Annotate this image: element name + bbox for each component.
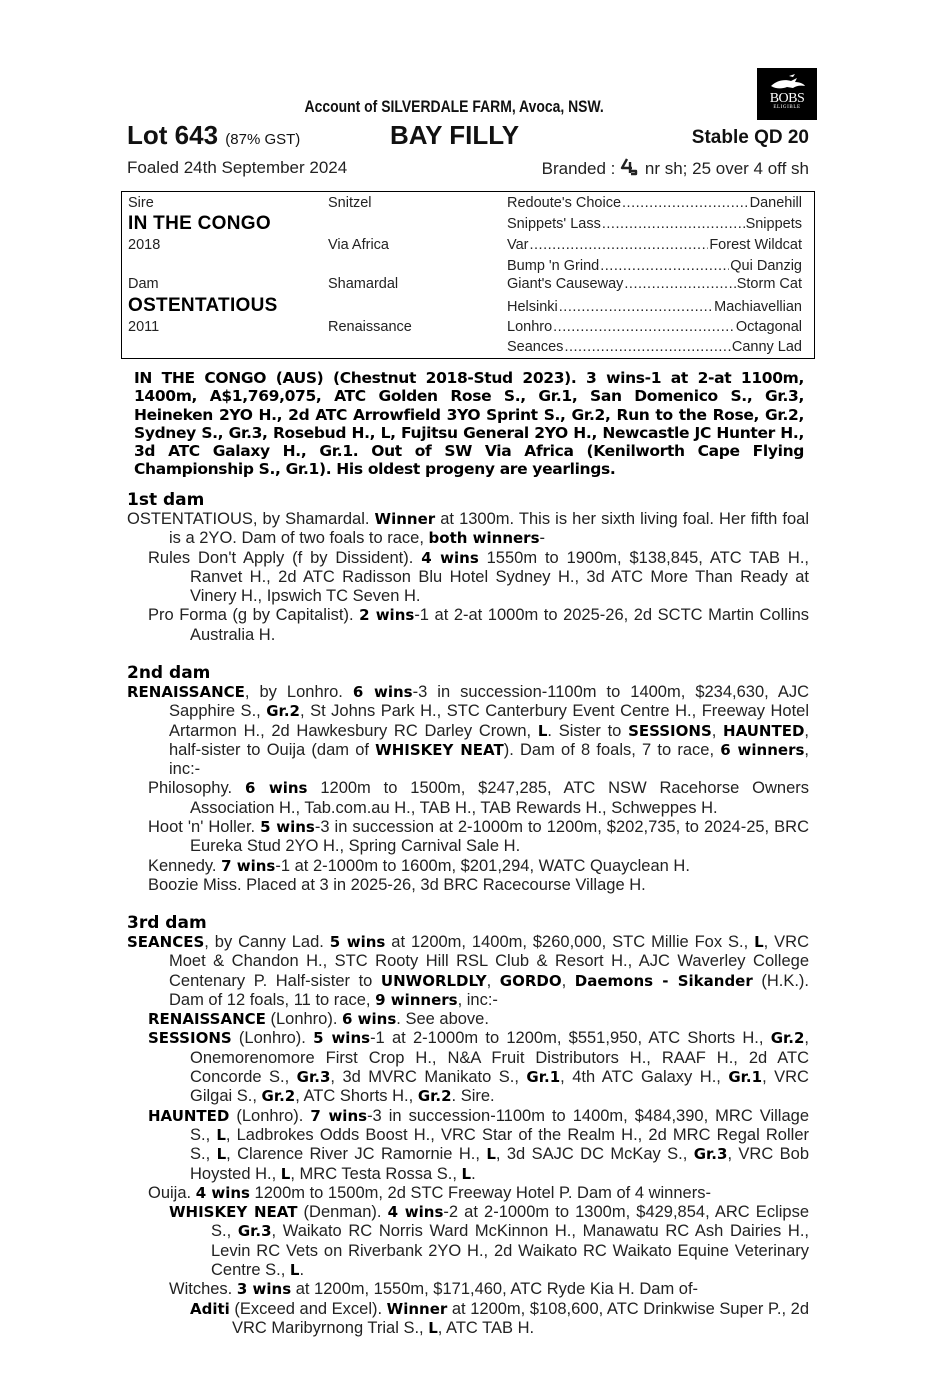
pedigree-entry: SEANCES, by Canny Lad. 5 wins at 1200m, 1400m, $260,000, STC Millie Fox S., L, VRC Moet & Chandon H., STC Rooty Hill RSL Club & Resort H., AJC Waverley College Centenary P. Half-sister to UNWORLDLY, GORDO, Daemons - Sikander (H.K.). Dam of 12 foals, 11 to race, 9 winners, inc:- <box>127 933 810 1009</box>
third-gen-right: Storm Cat <box>736 276 802 292</box>
brand-mark-icon <box>620 158 640 176</box>
pedigree-entry: Pro Forma (g by Capitalist). 2 wins-1 at 2-at 1000m to 2025-26, 2d SCTC Martin Collins Australia H. <box>148 606 809 644</box>
pedigree-entry: SESSIONS (Lonhro). 5 wins-1 at 2-1000m to 1200m, $551,950, ATC Shorts H., Gr.2, Onemorenomore First Crop H., N&A Fruit Distributors H., RAAF H., 2d ATC Concorde S., Gr.3, 3d MVRC Manikato S., Gr.1, 4th ATC Galaxy H., Gr.1, VRC Gilgai S., Gr.2, ATC Shorts H., Gr.2. Sire. <box>148 1029 809 1106</box>
foaled-date: Foaled 24th September 2024 <box>127 158 348 177</box>
third-gen-left: Giant's Causeway <box>507 276 624 292</box>
second-dam-section <box>127 664 809 895</box>
third-gen-left: Helsinki <box>507 299 558 315</box>
horse-logo-icon <box>767 74 807 92</box>
third-gen-row <box>507 299 802 315</box>
pedigree-entry: HAUNTED (Lonhro). 7 wins-3 in succession-1100m to 1400m, $484,390, MRC Village S., L, Ladbrokes Odds Boost H., VRC Star of the Realm H., 2d MRC Regal Roller S., L, Clarence River JC Ramornie H., L, 3d SAJC DC McKay S., Gr.3, VRC Bob Hoysted H., L, MRC Testa Rossa S., L. <box>148 1106 810 1183</box>
logo-line2: ELIGIBLE <box>773 105 801 110</box>
pedigree-entry: Boozie Miss. Placed at 3 in 2025-26, 3d BRC Racecourse Village H. <box>148 875 646 894</box>
third-gen-left: Bump 'n Grind <box>507 258 600 274</box>
pedigree-table <box>121 191 815 359</box>
section-title: 2nd dam <box>127 663 211 683</box>
branded-text: nr sh; 25 over 4 off sh <box>644 159 809 178</box>
stable-location: Stable QD 20 <box>691 127 809 148</box>
gst-note: (87% GST) <box>225 131 301 148</box>
dam-sire: Shamardal <box>328 276 399 292</box>
sire-summary: IN THE CONGO (AUS) (Chestnut 2018-Stud 2023). 3 wins-1 at 2-at 1100m, 1400m, A$1,769,075, ATC Golden Rose S., Gr.1, San Domenico S., Gr.3, Heineken 2YO H., 2d ATC Arrowfield 3YO Sprint S., Gr.2, Run to the Rose, Gr.2, Sydney S., Gr.3, Rosebud H., L, Fujitsu General 2YO H., Newcastle JC Hunter H., 3d ATC Galaxy H., Gr.1. Out of SW Via Africa (Kenilworth Cape Flying Championship S., Gr.1). His oldest progeny are yearlings. <box>134 369 804 479</box>
pedigree-entry: Rules Don't Apply (f by Dissident). 4 wins 1550m to 1900m, $138,845, ATC TAB H., Ranvet H., 2d ATC Radisson Blu Hotel Sydney H., 3d ATC More Than Ready at Vinery H., Ipswich TC Seven H. <box>148 548 809 606</box>
third-gen-row <box>507 339 802 355</box>
dam-entries <box>127 683 809 895</box>
pedigree-entry: Aditi (Exceed and Excel). Winner at 1200m, $108,600, ATC Drinkwise Super P., 2d VRC Maribyrnong Trial S., L, ATC TAB H. <box>190 1299 809 1337</box>
third-gen-right: Danehill <box>749 195 802 211</box>
sire-sire: Snitzel <box>328 195 372 211</box>
dam-label: Dam <box>128 276 159 292</box>
section-title: 1st dam <box>127 490 205 510</box>
third-gen-left: Seances <box>507 339 564 355</box>
lot-header <box>127 120 809 152</box>
lot-label: Lot 643 <box>127 120 219 150</box>
third-gen-right: Forest Wildcat <box>709 237 802 253</box>
dam-dam: Renaissance <box>328 319 412 335</box>
third-gen-left: Redoute's Choice <box>507 195 622 211</box>
dam-year: 2011 <box>128 319 160 335</box>
sire-name: IN THE CONGO <box>128 213 271 234</box>
pedigree-entry: WHISKEY NEAT (Denman). 4 wins-2 at 2-1000m to 1300m, $429,854, ARC Eclipse S., Gr.3, Waikato RC Norris Ward McKinnon H., Manawatu RC Ash Dairies H., Levin RC Vets on Riverbank 2YO H., 2d Waikato RC Waikato Equine Veterinary Centre S., L. <box>169 1203 809 1280</box>
sex-colour: BAY FILLY <box>390 120 520 150</box>
third-gen-row <box>507 216 802 232</box>
third-gen-right: Octagonal <box>735 319 802 335</box>
dam-entries <box>127 510 809 645</box>
pedigree-entry: Witches. 3 wins at 1200m, 1550m, $171,460, ATC Ryde Kia H. Dam of- <box>169 1280 699 1299</box>
third-gen-row <box>507 237 802 253</box>
dam-entries <box>127 933 809 1338</box>
third-gen-row <box>507 276 802 292</box>
third-gen-left: Var <box>507 237 529 253</box>
third-dam-section <box>127 914 809 1338</box>
third-gen-row <box>507 195 802 211</box>
branded-label: Branded : <box>541 159 616 178</box>
pedigree-entry: Hoot 'n' Holler. 5 wins-3 in succession at 2-1000m to 1200m, $202,735, to 2024-25, BRC Eureka Stud 2YO H., Spring Carnival Sale H. <box>148 818 809 856</box>
brand-info <box>542 158 809 179</box>
third-gen-right: Qui Danzig <box>730 258 802 274</box>
pedigree-entry: RENAISSANCE, by Lonhro. 6 wins-3 in succession-1100m to 1400m, $234,630, AJC Sapphire S., Gr.2, St Johns Park H., STC Canterbury Event Centre H., Freeway Hotel Artarmon H., 2d Hawkesbury RC Darley Crown, L. Sister to SESSIONS, HAUNTED, half-sister to Ouija (dam of WHISKEY NEAT). Dam of 8 foals, 7 to race, 6 winners, inc:- <box>127 683 810 779</box>
logo-line1: BOBS <box>769 91 805 106</box>
third-gen-left: Snippets' Lass <box>507 216 601 232</box>
bobs-eligible-logo <box>757 68 817 120</box>
third-gen-left: Lonhro <box>507 319 553 335</box>
pedigree-entry: Kennedy. 7 wins-1 at 2-1000m to 1600m, $201,294, WATC Quayclean H. <box>148 856 690 875</box>
vendor-account: Account of SILVERDALE FARM, Avoca, NSW. <box>304 97 604 116</box>
sire-label: Sire <box>128 195 154 211</box>
section-title: 3rd dam <box>127 913 207 933</box>
dam-name: OSTENTATIOUS <box>128 295 278 316</box>
third-gen-row <box>507 319 802 335</box>
third-gen-row <box>507 258 802 274</box>
pedigree-entry: RENAISSANCE (Lonhro). 6 wins. See above. <box>148 1010 489 1029</box>
third-gen-right: Machiavellian <box>714 299 802 315</box>
pedigree-entry: Philosophy. 6 wins 1200m to 1500m, $247,285, ATC NSW Racehorse Owners Association H., Tab.com.au H., TAB H., TAB Rewards H., Schweppes H. <box>148 779 809 817</box>
third-gen-right: Snippets <box>745 216 802 232</box>
pedigree-entry: Ouija. 4 wins 1200m to 1500m, 2d STC Freeway Hotel P. Dam of 4 winners- <box>148 1183 711 1202</box>
lot-number <box>127 120 300 151</box>
sire-dam: Via Africa <box>328 237 389 253</box>
sire-year: 2018 <box>128 237 161 253</box>
third-gen-right: Canny Lad <box>731 339 802 355</box>
first-dam-section <box>127 491 809 645</box>
pedigree-entry: OSTENTATIOUS, by Shamardal. Winner at 1300m. This is her sixth living foal. Her fifth foal is a 2YO. Dam of two foals to race, both winners- <box>127 510 809 548</box>
